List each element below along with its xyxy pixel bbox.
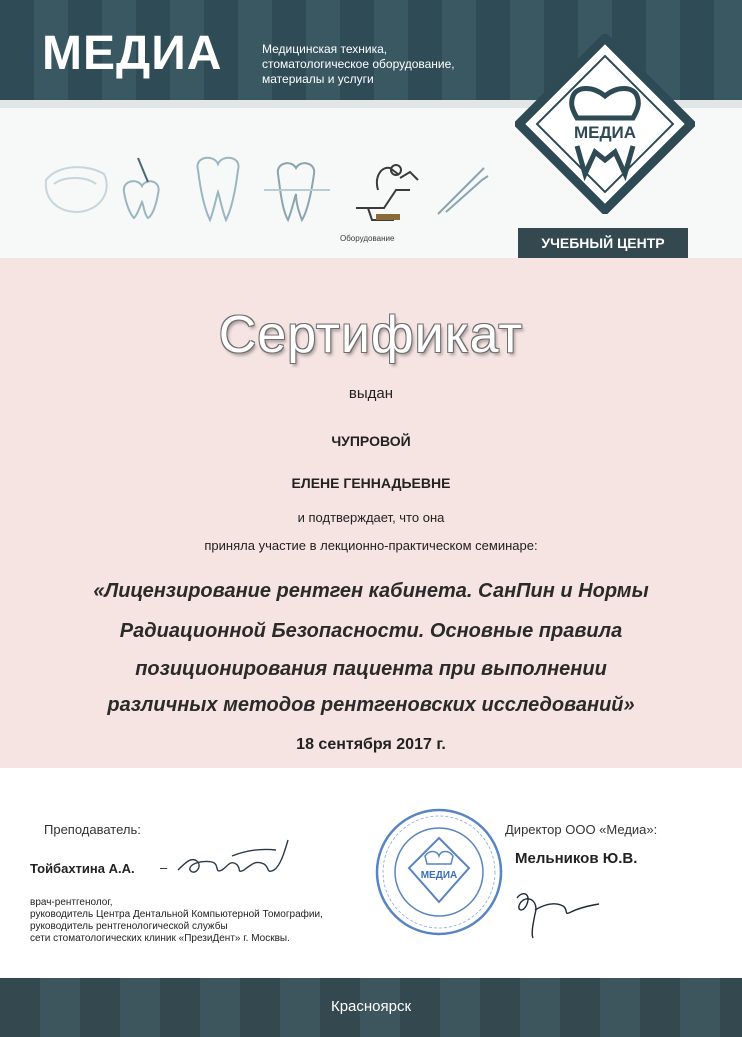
media-emblem-icon	[515, 34, 695, 214]
emblem-text: МЕДИА	[573, 123, 637, 142]
teacher-signature	[172, 826, 292, 886]
organization-stamp	[373, 806, 505, 938]
dental-tool-icon	[438, 168, 488, 214]
tagline-line: Медицинская техника,	[262, 42, 388, 56]
tooth-root-icon	[264, 163, 330, 220]
stamp-text: МЕДИА	[420, 870, 458, 881]
issued-label: выдан	[348, 385, 394, 402]
equipment-caption: Оборудование	[340, 234, 395, 243]
tagline-line: стоматологическое оборудование,	[262, 57, 455, 71]
brand-logo-text: МЕДИА	[42, 27, 223, 80]
teacher-description	[30, 897, 323, 945]
tagline-line: материалы и услуги	[262, 72, 374, 86]
teacher-dash: –	[160, 860, 168, 875]
tooth-icon	[197, 158, 238, 220]
director-name: Мельников Ю.В.	[515, 850, 638, 867]
certificate-title: Сертификат	[218, 306, 524, 364]
seminar-title-line: «Лицензирование рентген кабинета. СанПин и Нормы	[93, 580, 649, 602]
teacher-description-line: врач-рентгенолог,	[30, 897, 113, 908]
teacher-description-line: руководитель Центра Дентальной Компьютерной Томографии,	[30, 909, 323, 920]
training-center-label: УЧЕБНЫЙ ЦЕНТР	[518, 228, 688, 258]
confirmation-line: приняла участие в лекционно-практическом семинаре:	[204, 538, 538, 553]
teacher-label: Преподаватель:	[44, 822, 141, 837]
teacher-description-line: руководитель рентгенологической службы	[30, 921, 228, 932]
recipient-surname: ЧУПРОВОЙ	[331, 433, 411, 449]
dental-icons-row	[38, 150, 518, 230]
director-label: Директор ООО «Медиа»:	[505, 822, 658, 837]
seminar-title-line: различных методов рентгеновских исследований»	[107, 694, 635, 716]
dental-chair-icon	[356, 165, 418, 220]
seminar-title-line: позиционирования пациента при выполнении	[135, 658, 607, 680]
teacher-description-line: сети стоматологических клиник «ПрезиДент» г. Москвы.	[30, 933, 290, 944]
footer-city: Красноярск	[330, 998, 412, 1015]
director-signature	[505, 880, 605, 940]
toothbrush-tooth-icon	[124, 158, 159, 218]
confirmation-line: и подтверждает, что она	[297, 510, 445, 525]
seminar-date: 18 сентября 2017 г.	[296, 736, 446, 753]
dental-arch-icon	[46, 167, 107, 212]
brand-tagline	[262, 42, 502, 87]
recipient-given-names: ЕЛЕНЕ ГЕННАДЬЕВНЕ	[291, 475, 451, 491]
seminar-title-line: Радиационной Безопасности. Основные правила	[119, 620, 623, 642]
teacher-name: Тойбахтина А.А.	[30, 861, 135, 876]
